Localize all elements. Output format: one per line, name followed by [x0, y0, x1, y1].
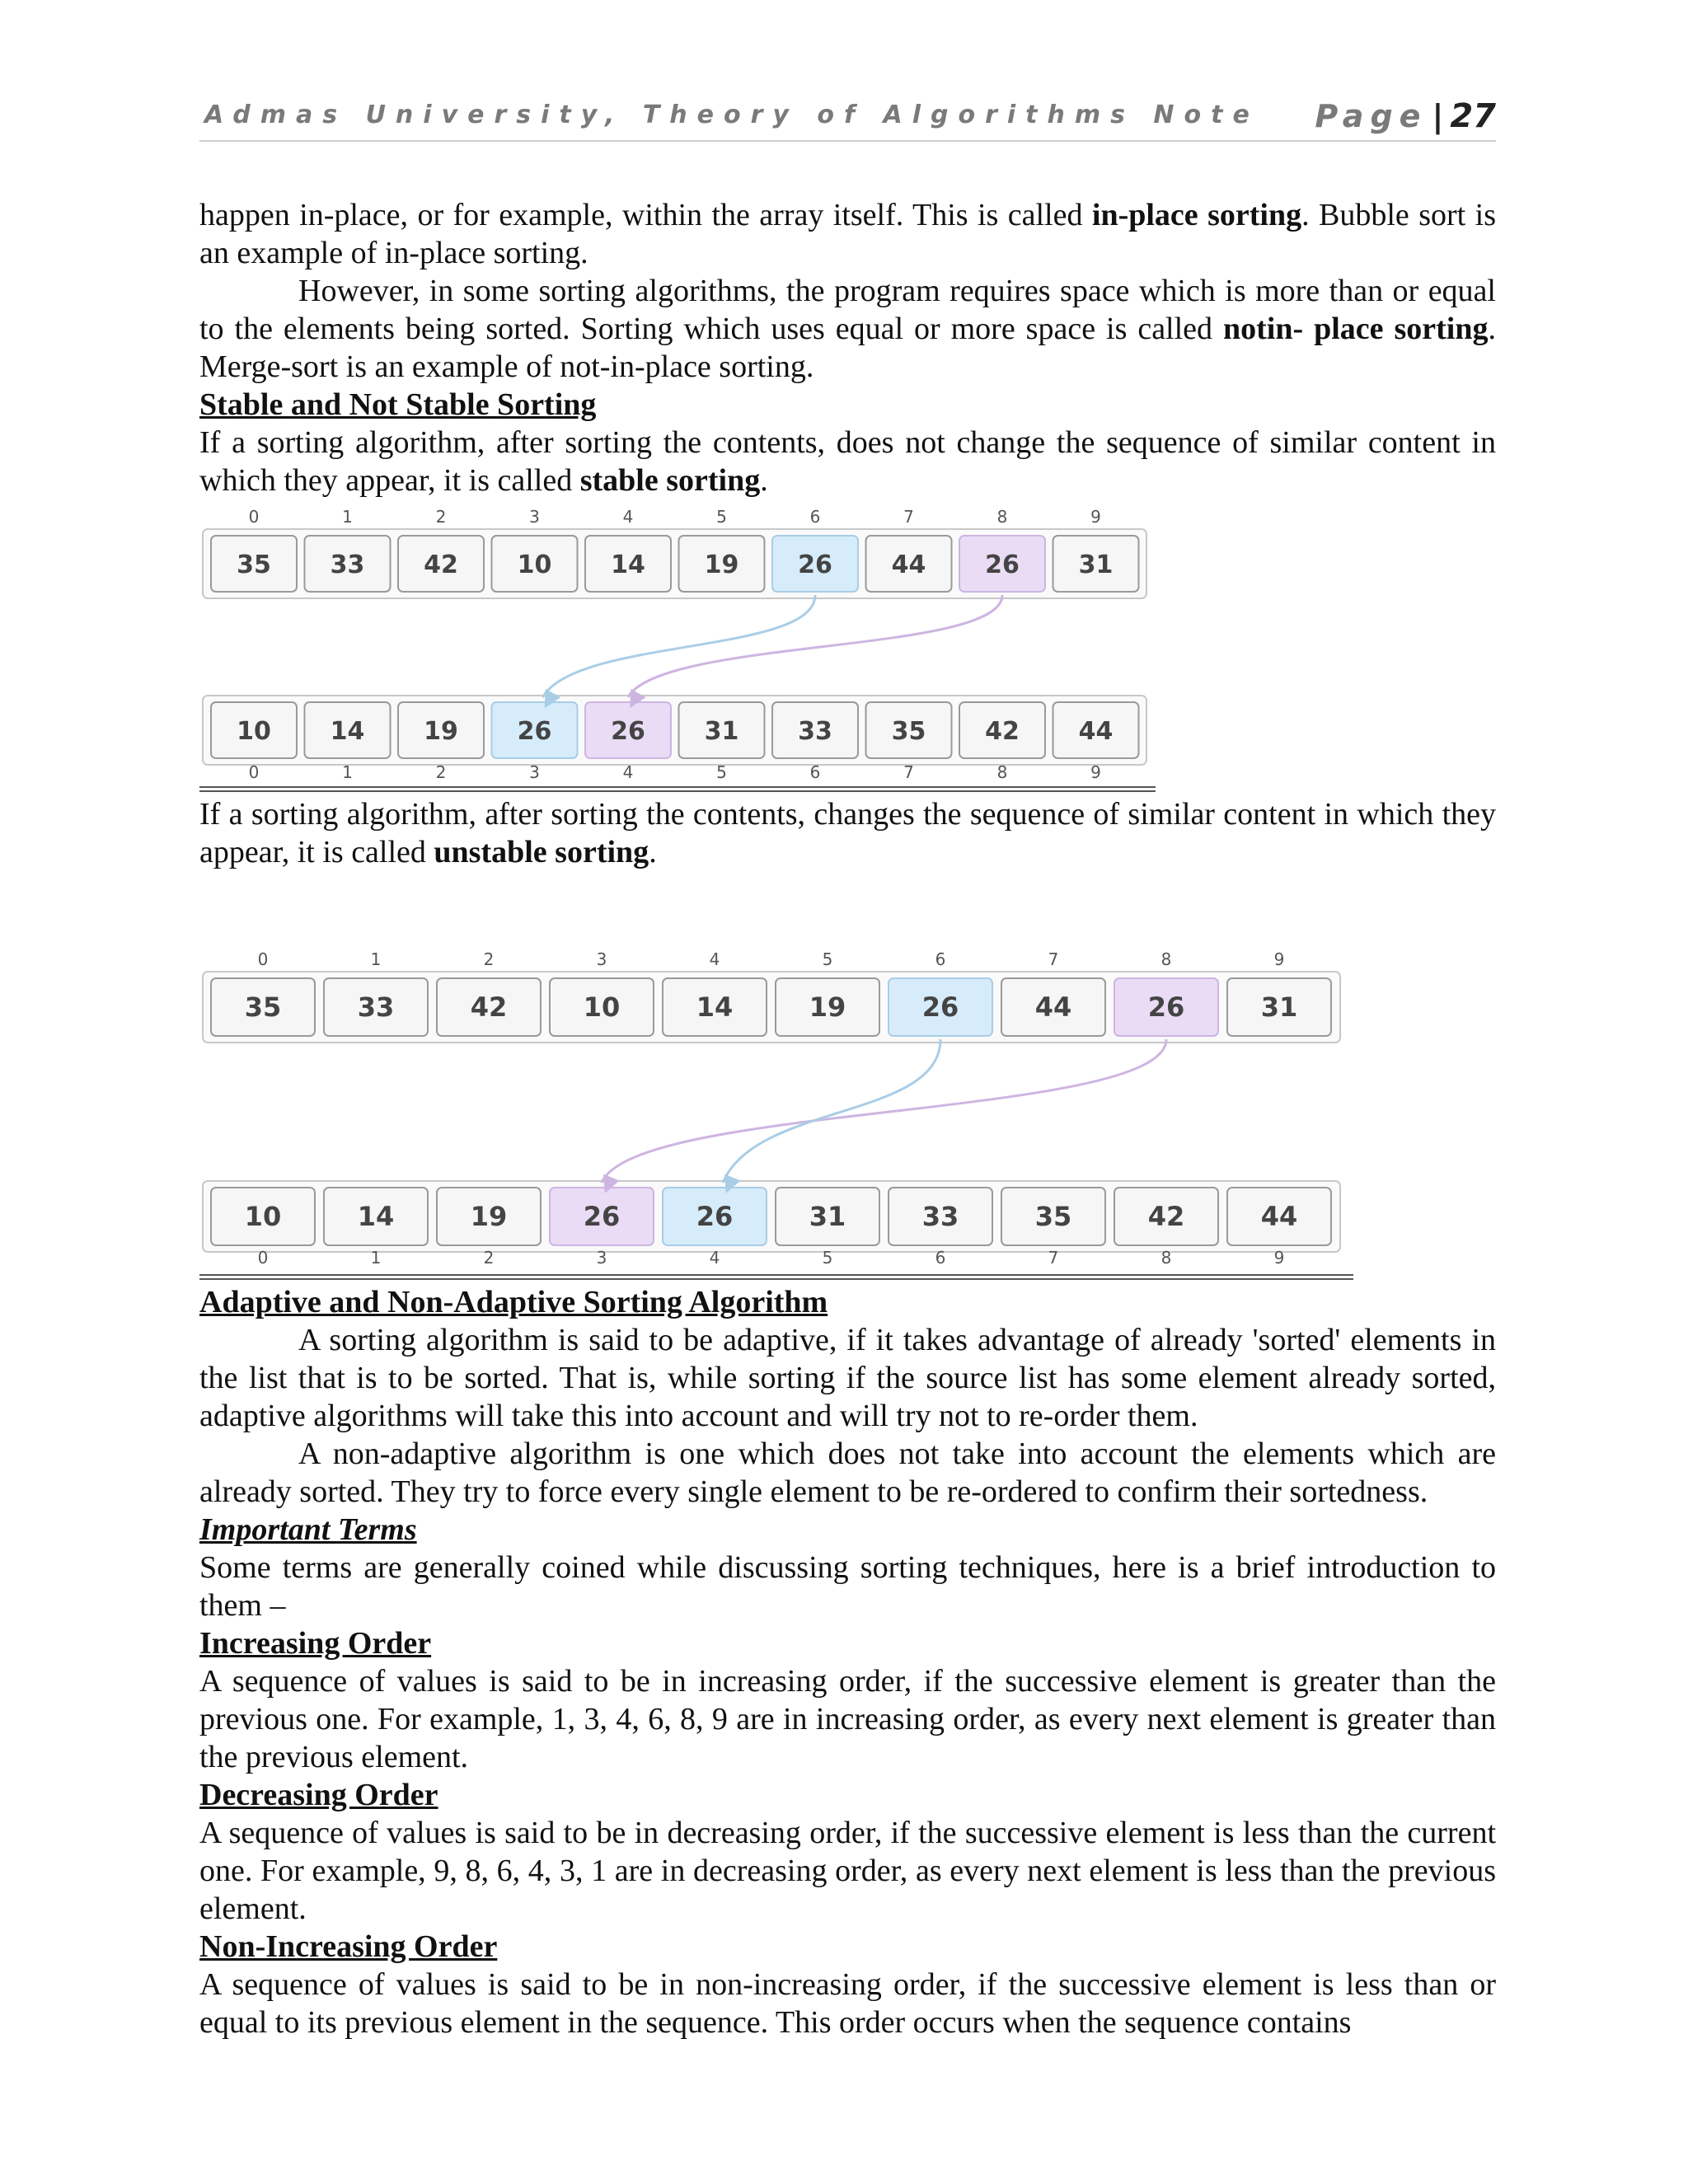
- bottom-index-1: 1: [342, 762, 353, 782]
- figure-stable-sorting: [199, 499, 1156, 786]
- top-value-9: 31: [1260, 991, 1298, 1023]
- text: . Merge-sort is an example of not-in-place sorting.: [199, 312, 1497, 384]
- term-stable-sorting: stable sorting: [579, 463, 761, 498]
- bottom-value-9: 44: [1260, 1201, 1298, 1232]
- top-value-7: 44: [891, 551, 926, 579]
- bottom-value-8: 42: [1147, 1201, 1185, 1232]
- heading-stable-sorting: Stable and Not Stable Sorting: [199, 387, 597, 422]
- header-page-label: Page: [1315, 98, 1428, 134]
- top-value-0: 35: [237, 551, 271, 579]
- bottom-value-3: 26: [517, 717, 552, 746]
- bottom-value-2: 19: [470, 1201, 508, 1232]
- arrow-blue: [543, 595, 816, 697]
- bottom-value-1: 14: [357, 1201, 395, 1232]
- bottom-index-2: 2: [483, 1248, 495, 1268]
- top-value-6: 26: [921, 991, 959, 1023]
- top-index-0: 0: [257, 949, 269, 969]
- bottom-index-3: 3: [529, 762, 540, 782]
- top-index-6: 6: [935, 949, 946, 969]
- top-value-5: 19: [809, 991, 846, 1023]
- spacer: [199, 871, 1496, 949]
- heading-important-terms: Important Terms: [199, 1512, 417, 1547]
- top-value-5: 19: [704, 551, 739, 579]
- top-value-7: 44: [1034, 991, 1072, 1023]
- bottom-value-3: 26: [583, 1201, 621, 1232]
- bottom-value-5: 31: [704, 717, 739, 746]
- top-index-3: 3: [529, 507, 540, 527]
- paragraph-stable: [199, 424, 1496, 499]
- bottom-value-4: 26: [696, 1201, 734, 1232]
- top-value-4: 14: [696, 991, 734, 1023]
- page-header: [199, 97, 1496, 142]
- top-index-2: 2: [483, 949, 495, 969]
- top-index-8: 8: [1160, 949, 1172, 969]
- bottom-index-7: 7: [1048, 1248, 1059, 1268]
- top-index-9: 9: [1273, 949, 1285, 969]
- top-value-9: 31: [1078, 551, 1114, 579]
- top-value-0: 35: [244, 991, 282, 1023]
- bottom-index-3: 3: [596, 1248, 607, 1268]
- unstable-sorting-diagram: [199, 949, 1353, 1274]
- bottom-value-7: 35: [1034, 1201, 1072, 1232]
- bottom-value-4: 26: [611, 717, 645, 746]
- text: . Bubble sort is an example of in-place sorting.: [199, 198, 1496, 270]
- heading-decreasing-order: Decreasing Order: [199, 1778, 438, 1812]
- bottom-index-9: 9: [1090, 762, 1101, 782]
- bottom-value-8: 42: [985, 717, 1020, 746]
- top-value-2: 42: [470, 991, 508, 1023]
- top-value-8: 26: [1147, 991, 1185, 1023]
- bottom-value-1: 14: [330, 717, 365, 746]
- bottom-index-1: 1: [370, 1248, 382, 1268]
- text: .: [760, 463, 768, 498]
- bottom-value-9: 44: [1078, 717, 1114, 746]
- bottom-index-6: 6: [935, 1248, 946, 1268]
- term-in-place-sorting: in-place sorting: [1091, 198, 1302, 232]
- bottom-index-5: 5: [822, 1248, 833, 1268]
- paragraph-not-in-place: [199, 272, 1496, 386]
- top-value-8: 26: [985, 551, 1020, 579]
- top-value-4: 14: [611, 551, 645, 579]
- text: If a sorting algorithm, after sorting the contents, does not change the sequence of similar content in which they appear, it is called: [199, 425, 1496, 498]
- page-content: [199, 196, 1496, 2041]
- figure-divider: [199, 786, 1156, 792]
- heading-non-increasing-order: Non-Increasing Order: [199, 1929, 498, 1964]
- header-page-separator: |: [1432, 98, 1444, 134]
- term-unstable-sorting: unstable sorting: [434, 835, 649, 869]
- header-page-number: 27: [1450, 97, 1496, 135]
- heading-adaptive: Adaptive and Non-Adaptive Sorting Algorithm: [199, 1285, 828, 1319]
- top-index-0: 0: [248, 507, 260, 527]
- top-value-6: 26: [798, 551, 832, 579]
- paragraph-terms-intro: Some terms are generally coined while discussing sorting techniques, here is a brief introduction to them –: [199, 1550, 1496, 1623]
- text: However, in some sorting algorithms, the program requires space which is more than or equal to the elements being sorted. Sorting which uses equal or more space is called: [199, 274, 1496, 346]
- top-index-7: 7: [1048, 949, 1059, 969]
- top-index-7: 7: [903, 507, 914, 527]
- bottom-index-5: 5: [716, 762, 727, 782]
- arrow-purple: [602, 1039, 1166, 1183]
- top-index-6: 6: [809, 507, 821, 527]
- bottom-value-5: 31: [809, 1201, 846, 1232]
- bottom-index-9: 9: [1273, 1248, 1285, 1268]
- paragraph-adaptive: A sorting algorithm is said to be adaptive, if it takes advantage of already 'sorted' elements in the list that is to be sorted. That is, while sorting if the source list has some element already sorted, adaptive algorithms will take this into account and will try not to re-order them.: [199, 1323, 1496, 1433]
- bottom-index-0: 0: [248, 762, 260, 782]
- paragraph-unstable: [199, 795, 1496, 871]
- top-value-3: 10: [517, 551, 552, 579]
- bottom-value-6: 33: [921, 1201, 959, 1232]
- paragraph-in-place: [199, 196, 1496, 272]
- arrow-blue: [723, 1039, 940, 1183]
- top-index-4: 4: [709, 949, 720, 969]
- top-index-3: 3: [596, 949, 607, 969]
- bottom-index-4: 4: [709, 1248, 720, 1268]
- paragraph-decreasing: A sequence of values is said to be in decreasing order, if the successive element is less than the current one. For example, 9, 8, 6, 4, 3, 1 are in decreasing order, as every next element is less than the previous element.: [199, 1816, 1496, 1926]
- header-title: Admas University, Theory of Algorithms Note: [204, 101, 1259, 129]
- bottom-value-6: 33: [798, 717, 832, 746]
- bottom-value-0: 10: [237, 717, 271, 746]
- paragraph-increasing: A sequence of values is said to be in increasing order, if the successive element is greater than the previous one. For example, 1, 3, 4, 6, 8, 9 are in increasing order, as every next element is greater than the previous element.: [199, 1664, 1496, 1774]
- top-value-1: 33: [357, 991, 395, 1023]
- top-index-9: 9: [1090, 507, 1101, 527]
- top-index-1: 1: [370, 949, 382, 969]
- top-index-4: 4: [622, 507, 634, 527]
- bottom-index-2: 2: [435, 762, 447, 782]
- bottom-value-0: 10: [244, 1201, 282, 1232]
- bottom-index-8: 8: [1160, 1248, 1172, 1268]
- text: If a sorting algorithm, after sorting the contents, changes the sequence of similar content in which they appear, it is called: [199, 797, 1496, 869]
- text: .: [649, 835, 657, 869]
- top-index-5: 5: [822, 949, 833, 969]
- top-value-1: 33: [330, 551, 365, 579]
- figure-divider: [199, 1274, 1353, 1280]
- term-not-in-place-sorting: notin- place sorting: [1223, 312, 1489, 346]
- top-value-2: 42: [424, 551, 458, 579]
- bottom-index-8: 8: [996, 762, 1008, 782]
- top-index-2: 2: [435, 507, 447, 527]
- heading-increasing-order: Increasing Order: [199, 1626, 432, 1661]
- bottom-index-0: 0: [257, 1248, 269, 1268]
- top-index-1: 1: [342, 507, 353, 527]
- figure-unstable-sorting: [199, 949, 1353, 1274]
- bottom-value-7: 35: [891, 717, 926, 746]
- text: happen in-place, or for example, within the array itself. This is called: [199, 198, 1092, 232]
- bottom-index-7: 7: [903, 762, 914, 782]
- bottom-index-6: 6: [809, 762, 821, 782]
- stable-sorting-diagram: [199, 499, 1156, 786]
- top-index-5: 5: [716, 507, 727, 527]
- paragraph-non-adaptive: A non-adaptive algorithm is one which does not take into account the elements which are already sorted. They try to force every single element to be re-ordered to confirm their sortedness.: [199, 1436, 1496, 1509]
- bottom-value-2: 19: [424, 717, 458, 746]
- header-page: [1315, 97, 1496, 135]
- bottom-index-4: 4: [622, 762, 634, 782]
- paragraph-non-increasing: A sequence of values is said to be in non-increasing order, if the successive element is less than or equal to its previous element in the sequence. This order occurs when the sequence contains: [199, 1967, 1496, 2040]
- top-index-8: 8: [996, 507, 1008, 527]
- top-value-3: 10: [583, 991, 621, 1023]
